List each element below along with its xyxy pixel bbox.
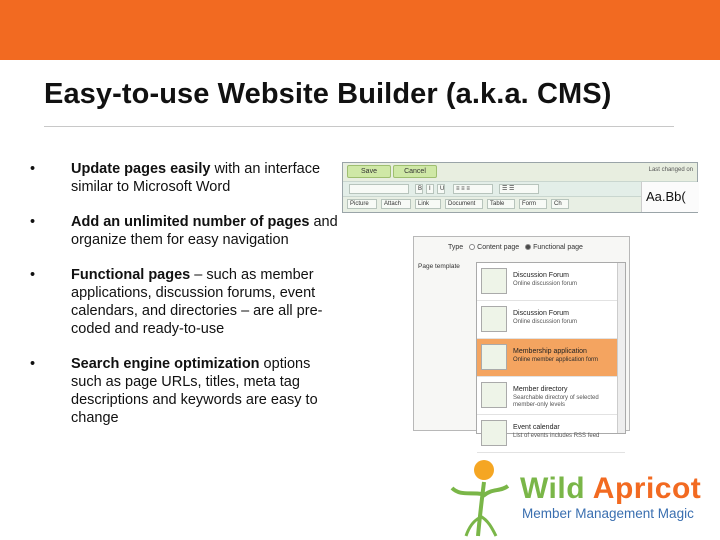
template-desc: Online discussion forum — [513, 281, 578, 287]
insert-attach-button[interactable]: Attach — [381, 199, 411, 209]
template-desc: List of events includes RSS feed — [513, 433, 600, 439]
feature-list — [30, 160, 340, 444]
content-page-label: Content page — [477, 244, 520, 251]
feature-bold: Update pages easily — [71, 161, 211, 177]
functional-page-label: Functional page — [533, 244, 583, 251]
bullet-icon: • — [30, 267, 36, 283]
insert-form-button[interactable]: Form — [519, 199, 547, 209]
font-select[interactable] — [349, 184, 409, 194]
underline-button[interactable]: U — [437, 184, 445, 194]
bullet-icon: • — [30, 161, 36, 177]
feature-text: options such as page URLs, titles, meta tag descriptions and keywords are easy to change — [71, 356, 318, 426]
logo-apricot: Apricot — [592, 472, 702, 505]
template-item[interactable] — [477, 301, 625, 339]
feature-item-functional — [30, 266, 340, 338]
slide-title: Easy-to-use Website Builder (a.k.a. CMS) — [44, 78, 612, 110]
feature-text: and organize them for easy navigation — [71, 214, 338, 248]
feature-text: – such as member applications, discussion forums, event calendars, and directories – are all pre-coded and ready-to-use — [71, 267, 323, 337]
logo-tagline: Member Management Magic — [522, 506, 694, 521]
template-item[interactable] — [477, 415, 625, 453]
type-label: Type — [448, 244, 464, 251]
member-directory-icon — [481, 382, 507, 408]
type-selector — [448, 244, 583, 251]
style-preview[interactable]: Aa.Bb( — [641, 182, 699, 212]
forum-icon — [481, 306, 507, 332]
template-item[interactable] — [477, 377, 625, 415]
template-name: Discussion Forum — [513, 272, 570, 279]
feature-bold: Add an unlimited number of pages — [71, 214, 310, 230]
cancel-button[interactable]: Cancel — [393, 165, 437, 178]
italic-button[interactable]: I — [426, 184, 434, 194]
page-type-dialog — [413, 236, 630, 439]
forum-icon — [481, 268, 507, 294]
application-form-icon — [481, 344, 507, 370]
template-desc: Online member application form — [513, 357, 599, 363]
template-name: Membership application — [513, 348, 587, 355]
bullet-icon: • — [30, 214, 36, 230]
insert-picture-button[interactable]: Picture — [347, 199, 377, 209]
feature-item-pages — [30, 213, 340, 249]
list-scrollbar[interactable] — [617, 263, 625, 433]
functional-page-radio[interactable] — [525, 244, 531, 250]
insert-table-button[interactable]: Table — [487, 199, 515, 209]
template-item-selected[interactable] — [477, 339, 625, 377]
logo-wild: Wild — [520, 472, 586, 505]
page-template-list[interactable] — [476, 262, 626, 439]
bold-button[interactable]: B — [415, 184, 423, 194]
align-buttons[interactable]: ≡ ≡ ≡ — [453, 184, 493, 194]
content-page-radio[interactable] — [469, 244, 475, 250]
top-accent-bar — [0, 0, 720, 60]
last-changed-label: Last changed on — [648, 167, 693, 173]
template-name: Discussion Forum — [513, 310, 570, 317]
insert-chart-button[interactable]: Ch — [551, 199, 569, 209]
ribbon-action-row — [343, 163, 697, 181]
feature-bold: Search engine optimization — [71, 356, 260, 372]
logo-wordmark — [520, 472, 701, 506]
wild-apricot-logo — [446, 458, 716, 538]
feature-bold: Functional pages — [71, 267, 191, 283]
save-button[interactable]: Save — [347, 165, 391, 178]
template-name: Event calendar — [513, 424, 560, 431]
feature-item-update — [30, 160, 340, 196]
title-divider — [44, 126, 674, 127]
editor-ribbon-screenshot — [342, 162, 698, 213]
insert-link-button[interactable]: Link — [415, 199, 441, 209]
page-template-label: Page template — [418, 263, 460, 270]
feature-text: with an interface similar to Microsoft Word — [71, 161, 321, 195]
template-name: Member directory — [513, 386, 568, 393]
calendar-icon — [481, 420, 507, 446]
insert-document-button[interactable]: Document — [445, 199, 483, 209]
template-desc: Online discussion forum — [513, 319, 578, 325]
list-buttons[interactable]: ☰ ☰ — [499, 184, 539, 194]
apricot-figure-icon — [446, 458, 516, 538]
feature-item-seo — [30, 355, 340, 427]
template-desc: Searchable directory of selected member-only levels — [513, 395, 599, 408]
template-item[interactable] — [477, 263, 625, 301]
bullet-icon: • — [30, 356, 36, 372]
